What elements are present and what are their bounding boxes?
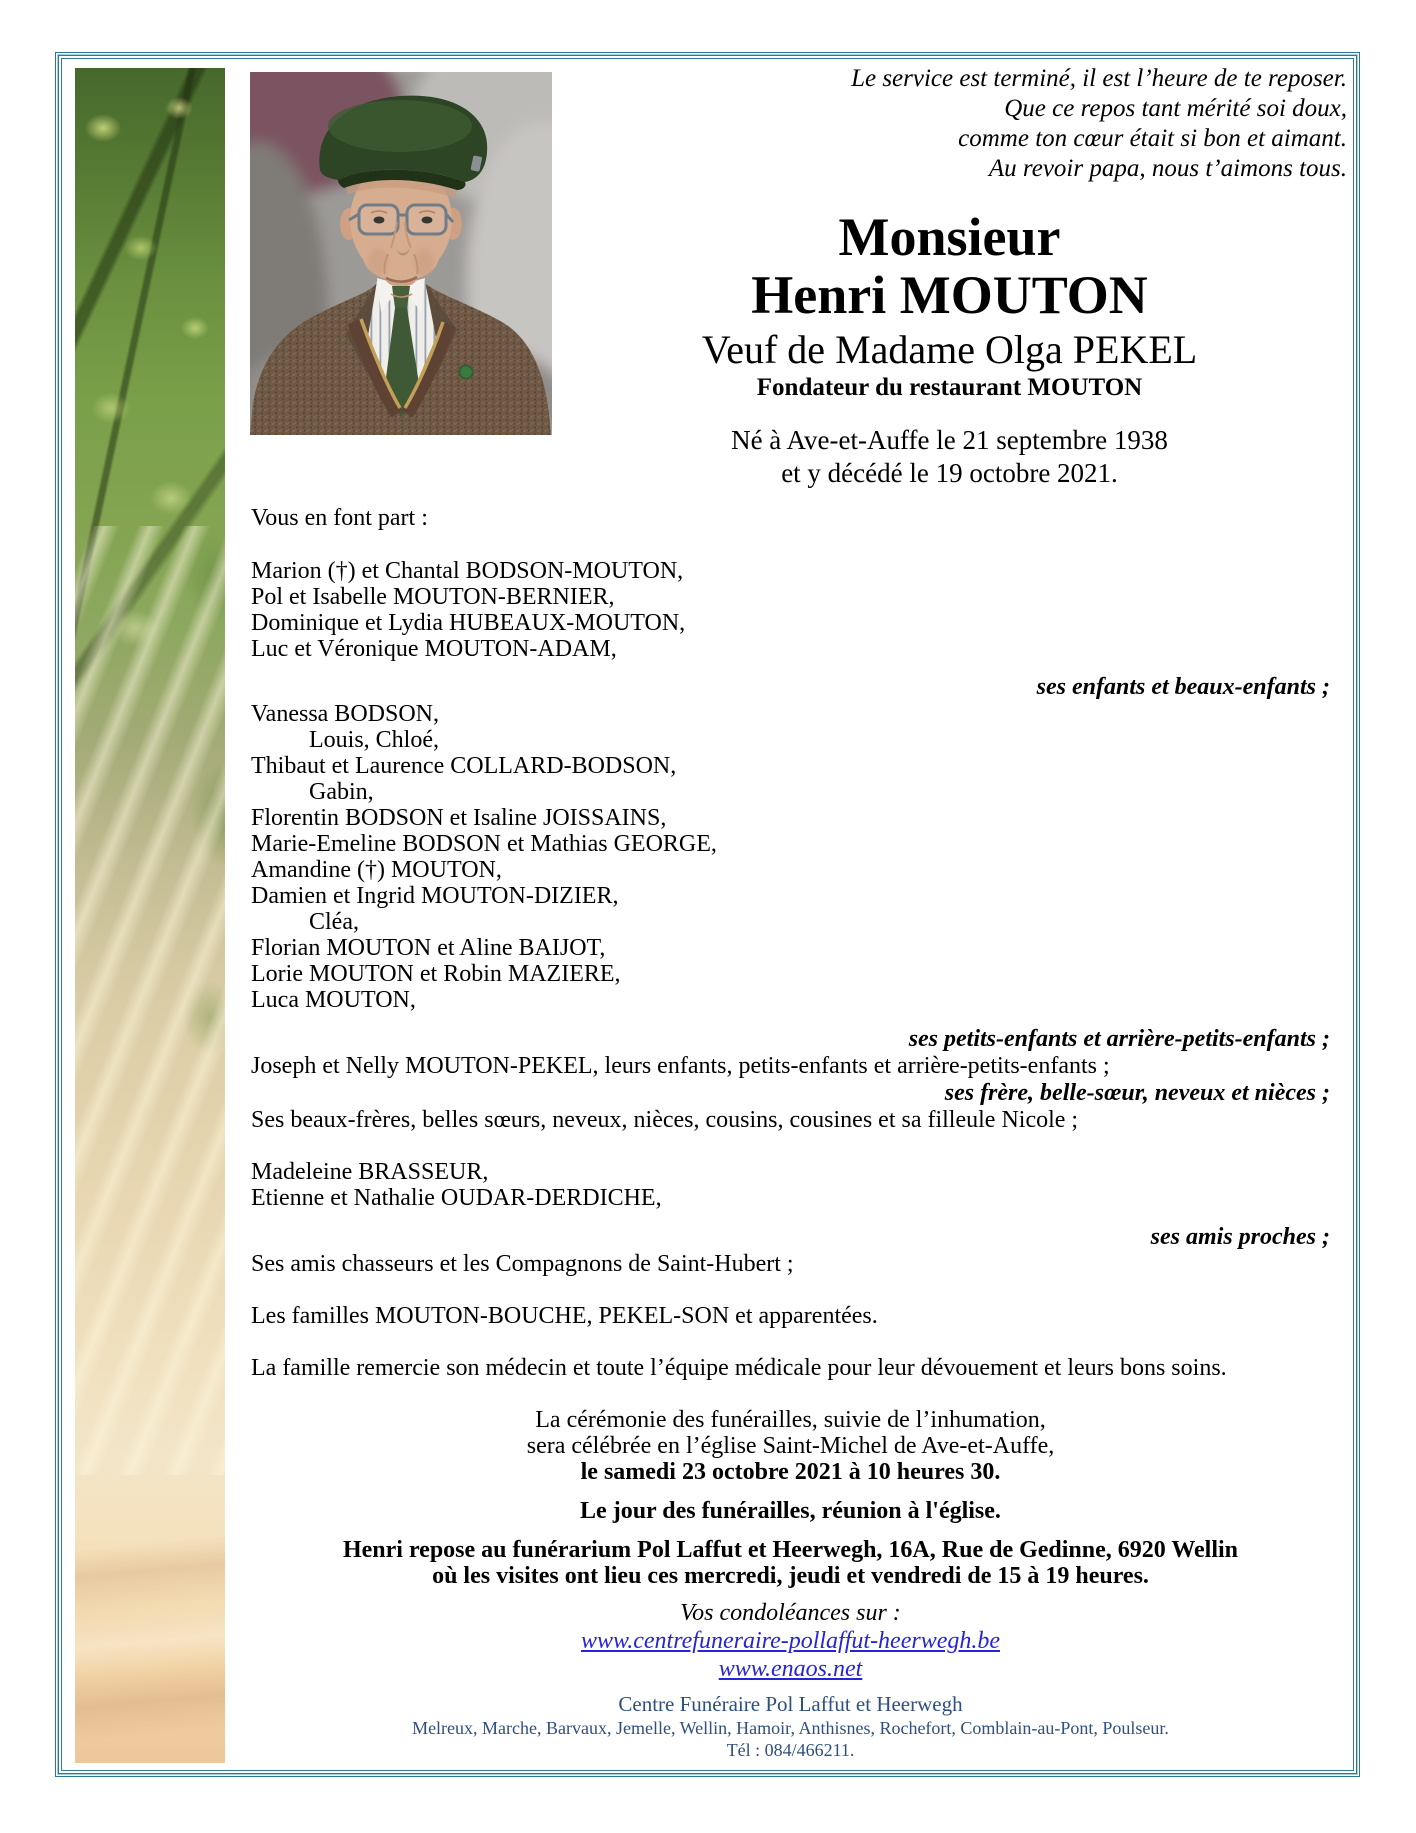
relation-label-children: ses enfants et beaux-enfants ;	[1036, 674, 1330, 700]
poem-line: Au revoir papa, nous t’aimons tous.	[988, 155, 1347, 182]
reunion-line: Le jour des funérailles, réunion à l'église.	[580, 1498, 1001, 1524]
funeral-home-phone: Tél : 084/466211.	[726, 1740, 855, 1760]
family-line: Amandine (†) MOUTON,	[251, 857, 502, 883]
condolences-label: Vos condoléances sur :	[680, 1600, 901, 1626]
family-line: Dominique et Lydia HUBEAUX-MOUTON,	[251, 610, 686, 636]
family-line: Florian MOUTON et Aline BAIJOT,	[251, 935, 606, 961]
repose-line: où les visites ont lieu ces mercredi, jeudi et vendredi de 15 à 19 heures.	[432, 1563, 1149, 1589]
family-line: Damien et Ingrid MOUTON-DIZIER,	[251, 883, 619, 909]
family-line: Gabin,	[309, 779, 374, 805]
family-line: Florentin BODSON et Isaline JOISSAINS,	[251, 805, 667, 831]
family-line: Luca MOUTON,	[251, 987, 416, 1013]
poem-line: Que ce repos tant mérité soi doux,	[1004, 95, 1347, 122]
death-line: et y décédé le 19 octobre 2021.	[781, 458, 1118, 488]
ceremony-line: La cérémonie des funérailles, suivie de l’inhumation,	[535, 1407, 1046, 1433]
condolences-link-1[interactable]: www.centrefuneraire-pollaffut-heerwegh.be	[580, 1628, 1001, 1654]
poem-line: Le service est terminé, il est l’heure de te reposer.	[851, 65, 1347, 92]
family-line: Marie-Emeline BODSON et Mathias GEORGE,	[251, 831, 717, 857]
ceremony-date-line: le samedi 23 octobre 2021 à 10 heures 30.	[580, 1459, 1001, 1485]
family-line: Luc et Véronique MOUTON-ADAM,	[251, 636, 617, 662]
announcement-body	[251, 0, 1330, 1833]
ceremony-line: sera célébrée en l’église Saint-Michel de Ave-et-Auffe,	[526, 1433, 1055, 1459]
family-line: Marion (†) et Chantal BODSON-MOUTON,	[251, 558, 684, 584]
condolences-link-2[interactable]: www.enaos.net	[718, 1656, 863, 1682]
relation-label-friends: ses amis proches ;	[1150, 1224, 1330, 1250]
thanks-line: La famille remercie son médecin et toute l’équipe médicale pour leur dévouement et leurs bons soins.	[251, 1355, 1227, 1381]
relation-label-sibling: ses frère, belle-sœur, neveux et nièces ;	[944, 1080, 1330, 1106]
intro-line: Vous en font part :	[251, 505, 428, 531]
family-line: Louis, Chloé,	[309, 727, 439, 753]
birth-line: Né à Ave-et-Auffe le 21 septembre 1938	[731, 425, 1168, 455]
funeral-home-name: Centre Funéraire Pol Laffut et Heerwegh	[618, 1692, 963, 1716]
family-line: Pol et Isabelle MOUTON-BERNIER,	[251, 584, 615, 610]
families-line: Les familles MOUTON-BOUCHE, PEKEL-SON et apparentées.	[251, 1303, 878, 1329]
widower-line: Veuf de Madame Olga PEKEL	[701, 327, 1198, 372]
family-line: Cléa,	[309, 909, 359, 935]
condolences-link-row	[251, 1628, 1330, 1654]
family-line: Lorie MOUTON et Robin MAZIERE,	[251, 961, 621, 987]
family-line: Ses beaux-frères, belles sœurs, neveux, nièces, cousins, cousines et sa filleule Nicole ;	[251, 1107, 1079, 1133]
forest-path-photo	[75, 68, 225, 1763]
family-line: Madeleine BRASSEUR,	[251, 1159, 489, 1185]
condolences-link-row	[251, 1656, 1330, 1682]
repose-line: Henri repose au funérarium Pol Laffut et Heerwegh, 16A, Rue de Gedinne, 6920 Wellin	[342, 1537, 1239, 1563]
path-texture	[75, 1492, 225, 1763]
family-line: Ses amis chasseurs et les Compagnons de Saint-Hubert ;	[251, 1251, 794, 1277]
title-prefix: Monsieur	[838, 207, 1061, 267]
sunbeam-texture	[75, 526, 225, 1475]
founder-line: Fondateur du restaurant MOUTON	[756, 374, 1143, 401]
funeral-home-cities: Melreux, Marche, Barvaux, Jemelle, Wellin, Hamoir, Anthisnes, Rochefort, Comblain-au-Pont, Poulseur.	[412, 1718, 1169, 1738]
deceased-name: Henri MOUTON	[751, 265, 1148, 325]
family-line: Vanessa BODSON,	[251, 701, 439, 727]
poem-line: comme ton cœur était si bon et aimant.	[958, 125, 1347, 152]
family-line: Thibaut et Laurence COLLARD-BODSON,	[251, 753, 677, 779]
relation-label-grandchildren: ses petits-enfants et arrière-petits-enfants ;	[908, 1026, 1330, 1052]
family-line: Etienne et Nathalie OUDAR-DERDICHE,	[251, 1185, 662, 1211]
family-line: Joseph et Nelly MOUTON-PEKEL, leurs enfants, petits-enfants et arrière-petits-enfants ;	[251, 1053, 1110, 1079]
